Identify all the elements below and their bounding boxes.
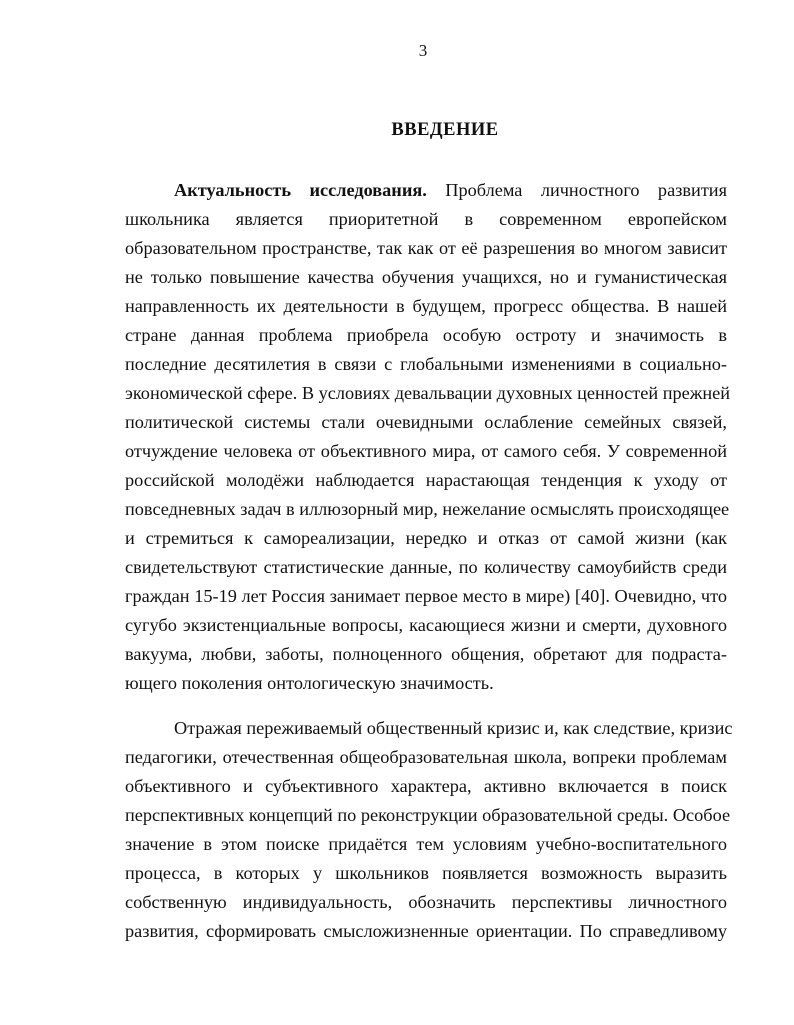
paragraph-2-line-1: Отражая переживаемый общественный кризис и, как следствие, кризис <box>174 718 733 738</box>
paragraph-1-line: ющего поколения онтологическую значимость. <box>125 673 494 693</box>
paragraph-2-line: педагогики, отечественная общеобразовательная школа, вопреки проблемам <box>125 747 727 767</box>
paragraph-1-line: отчуждение человека от объективного мира, от самого себя. У современной <box>125 441 727 461</box>
paragraph-1-line: свидетельствуют статистические данные, по количеству самоубийств среди <box>125 557 727 577</box>
paragraph-1-line: российской молодёжи наблюдается нарастающая тенденция к уходу от <box>125 470 727 490</box>
paragraph-1-lead-bold: Актуальность исследования. <box>174 180 427 200</box>
paragraph-1-line: вакуума, любви, заботы, полноценного общения, обретают для подраста- <box>125 644 727 664</box>
paragraph-1-line: стране данная проблема приобрела особую остроту и значимость в <box>125 325 727 345</box>
paragraph-2-line: перспективных концепций по реконструкции образовательной среды. Особое <box>125 805 731 825</box>
paragraph-2-line: процесса, в которых у школьников появляется возможность выразить <box>125 863 727 883</box>
paragraph-2-line: значение в этом поиске придаётся тем условиям учебно-воспитательного <box>125 834 727 854</box>
paragraph-1-line: школьника является приоритетной в современном европейском <box>125 209 727 229</box>
paragraph-1-line: образовательном пространстве, так как от её разрешения во многом зависит <box>125 238 727 258</box>
paragraph-1-line: граждан 15-19 лет Россия занимает первое место в мире) [40]. Очевидно, что <box>125 586 727 606</box>
paragraph-1-line: последние десятилетия в связи с глобальными изменениями в социально- <box>125 354 727 374</box>
paragraph-1-line-1 <box>174 178 727 202</box>
page-number: 3 <box>418 41 428 60</box>
paragraph-2-line: собственную индивидуальность, обозначить перспективы личностного <box>125 892 727 912</box>
paragraph-1-line: политической системы стали очевидными ослабление семейных связей, <box>125 412 727 432</box>
paragraph-1-line: направленность их деятельности в будущем, прогресс общества. В нашей <box>125 296 727 316</box>
paragraph-2-line: развития, сформировать смысложизненные ориентации. По справедливому <box>125 921 727 941</box>
paragraph-1-line: повседневных задач в иллюзорный мир, нежелание осмыслять происходящее <box>125 499 730 519</box>
paragraph-1-line: не только повышение качества обучения учащихся, но и гуманистическая <box>125 267 727 287</box>
paragraph-1-first-line-text: Проблема личностного развития <box>445 180 728 200</box>
paragraph-1-line: и стремиться к самореализации, нередко и отказ от самой жизни (как <box>125 528 727 548</box>
paragraph-1-line: экономической сфере. В условиях девальвации духовных ценностей прежней <box>125 383 731 403</box>
section-heading: ВВЕДЕНИЕ <box>391 120 499 140</box>
paragraph-2-line: объективного и субъективного характера, активно включается в поиск <box>125 776 727 796</box>
paragraph-1-line: сугубо экзистенциальные вопросы, касающиеся жизни и смерти, духовного <box>125 615 727 635</box>
